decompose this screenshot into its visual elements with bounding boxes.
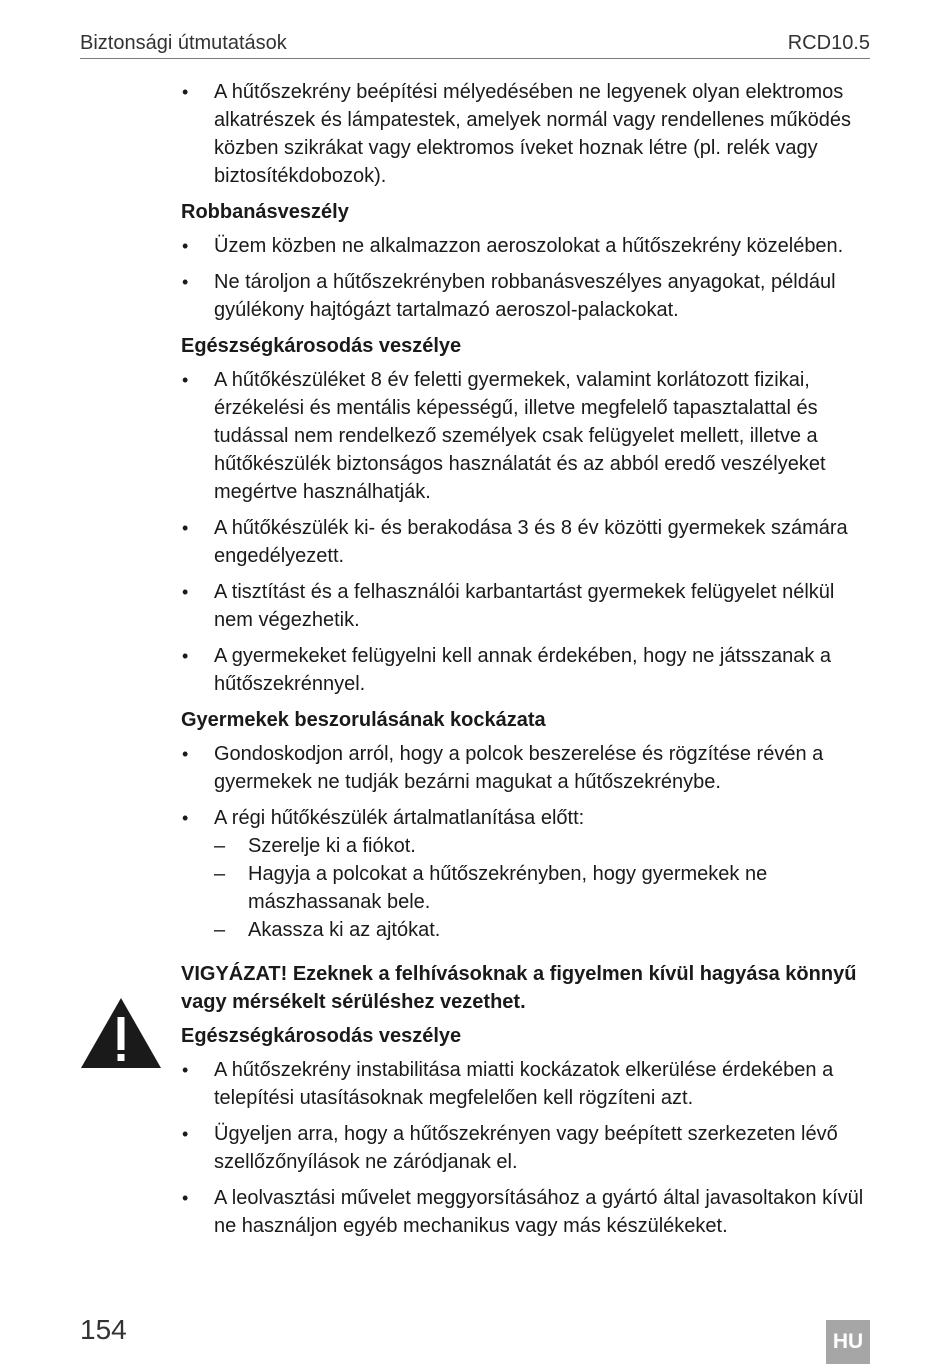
list-item: • A gyermekeket felügyelni kell annak érdekében, hogy ne játsszanak a hűtőszekrénnyel. — [181, 642, 871, 698]
explosion-list — [181, 232, 871, 324]
bullet-icon: • — [182, 236, 189, 256]
sub-list-item: – Szerelje ki a fiókot. — [214, 832, 871, 860]
bullet-icon: • — [182, 744, 189, 764]
intro-list — [181, 78, 871, 190]
bullet-icon: • — [182, 646, 189, 666]
health-list — [181, 366, 871, 698]
list-item: • Ügyeljen arra, hogy a hűtőszekrényen vagy beépített szerkezeten lévő szellőzőnyílások ne záródjanak el. — [181, 1120, 871, 1176]
bullet-icon: • — [182, 370, 189, 390]
caution-list — [181, 1056, 871, 1240]
list-item: • A hűtőkészülék ki- és berakodása 3 és 8 év közötti gyermekek számára engedélyezett. — [181, 514, 871, 570]
bullet-icon: • — [182, 1124, 189, 1144]
list-item: • A leolvasztási művelet meggyorsításához a gyártó által javasoltakon kívül ne használjon egyéb mechanikus vagy más készülékeket. — [181, 1184, 871, 1240]
page-header — [80, 30, 870, 59]
list-item: • A tisztítást és a felhasználói karbantartást gyermekek felügyelet nélkül nem végezhetik. — [181, 578, 871, 634]
language-badge: HU — [826, 1320, 870, 1364]
dash-icon: – — [214, 835, 226, 857]
section-heading-explosion: Robbanásveszély — [181, 201, 349, 223]
page-number: 154 — [80, 1314, 127, 1345]
sub-list-item: – Hagyja a polcokat a hűtőszekrényben, hogy gyermekek ne mászhassanak bele. — [214, 860, 871, 916]
list-item: • A hűtőszekrény instabilitása miatti kockázatok elkerülése érdekében a telepítési utasításoknak megfelelően kell rögzíteni azt. — [181, 1056, 871, 1112]
sub-list-item: – Akassza ki az ajtókat. — [214, 916, 871, 944]
section-heading-entrapment: Gyermekek beszorulásának kockázata — [181, 709, 546, 731]
bullet-icon: • — [182, 582, 189, 602]
caution-heading-health: Egészségkárosodás veszélye — [181, 1025, 462, 1047]
bullet-icon: • — [182, 82, 189, 102]
main-content — [181, 78, 871, 1248]
bullet-icon: • — [182, 1188, 189, 1208]
dash-icon: – — [214, 919, 226, 941]
caution-notice: VIGYÁZAT! Ezeknek a felhívásoknak a figyelmen kívül hagyása könnyű vagy mérsékelt sérüléshez vezethet. — [181, 963, 857, 1013]
disposal-sublist — [214, 832, 871, 944]
list-item: • A régi hűtőkészülék ártalmatlanítása előtt: – Szerelje ki a fiókot. – Hagyja a polcokat a hűtőszekrényben, hogy gyermekek ne mászhassanak bele. – Akassza ki az ajtókat. — [181, 804, 871, 944]
model-number: RCD10.5 — [787, 32, 870, 54]
section-heading-health: Egészségkárosodás veszélye — [181, 335, 462, 357]
bullet-icon: • — [182, 272, 189, 292]
dash-icon: – — [214, 863, 226, 885]
list-item: • Ne tároljon a hűtőszekrényben robbanásveszélyes anyagokat, például gyúlékony hajtógázt tartalmazó aeroszol-palackokat. — [181, 268, 871, 324]
bullet-icon: • — [182, 1060, 189, 1080]
list-item: • A hűtőszekrény beépítési mélyedésében ne legyenek olyan elektromos alkatrészek és lámpatestek, amelyek normál vagy rendellenes működés közben szikrákat vagy elektromos íveket hoznak létre (pl. relék vagy biztosítékdobozok). — [181, 78, 871, 190]
bullet-icon: • — [182, 808, 189, 828]
bullet-icon: • — [182, 518, 189, 538]
list-item: • A hűtőkészüléket 8 év feletti gyermekek, valamint korlátozott fizikai, érzékelési és mentális képességű, illetve megfelelő tapasztalattal és tudással nem rendelkező személyek csak felügyelet mellett, illetve a hűtőkészülék biztonságos használatát és az abból eredő veszélyeket megértve használhatják. — [181, 366, 871, 506]
entrapment-list — [181, 740, 871, 944]
warning-triangle-icon — [80, 997, 162, 1069]
section-title: Biztonsági útmutatások — [80, 32, 287, 54]
list-item: • Gondoskodjon arról, hogy a polcok beszerelése és rögzítése révén a gyermekek ne tudják bezárni magukat a hűtőszekrénybe. — [181, 740, 871, 796]
list-item: • Üzem közben ne alkalmazzon aeroszolokat a hűtőszekrény közelében. — [181, 232, 871, 260]
